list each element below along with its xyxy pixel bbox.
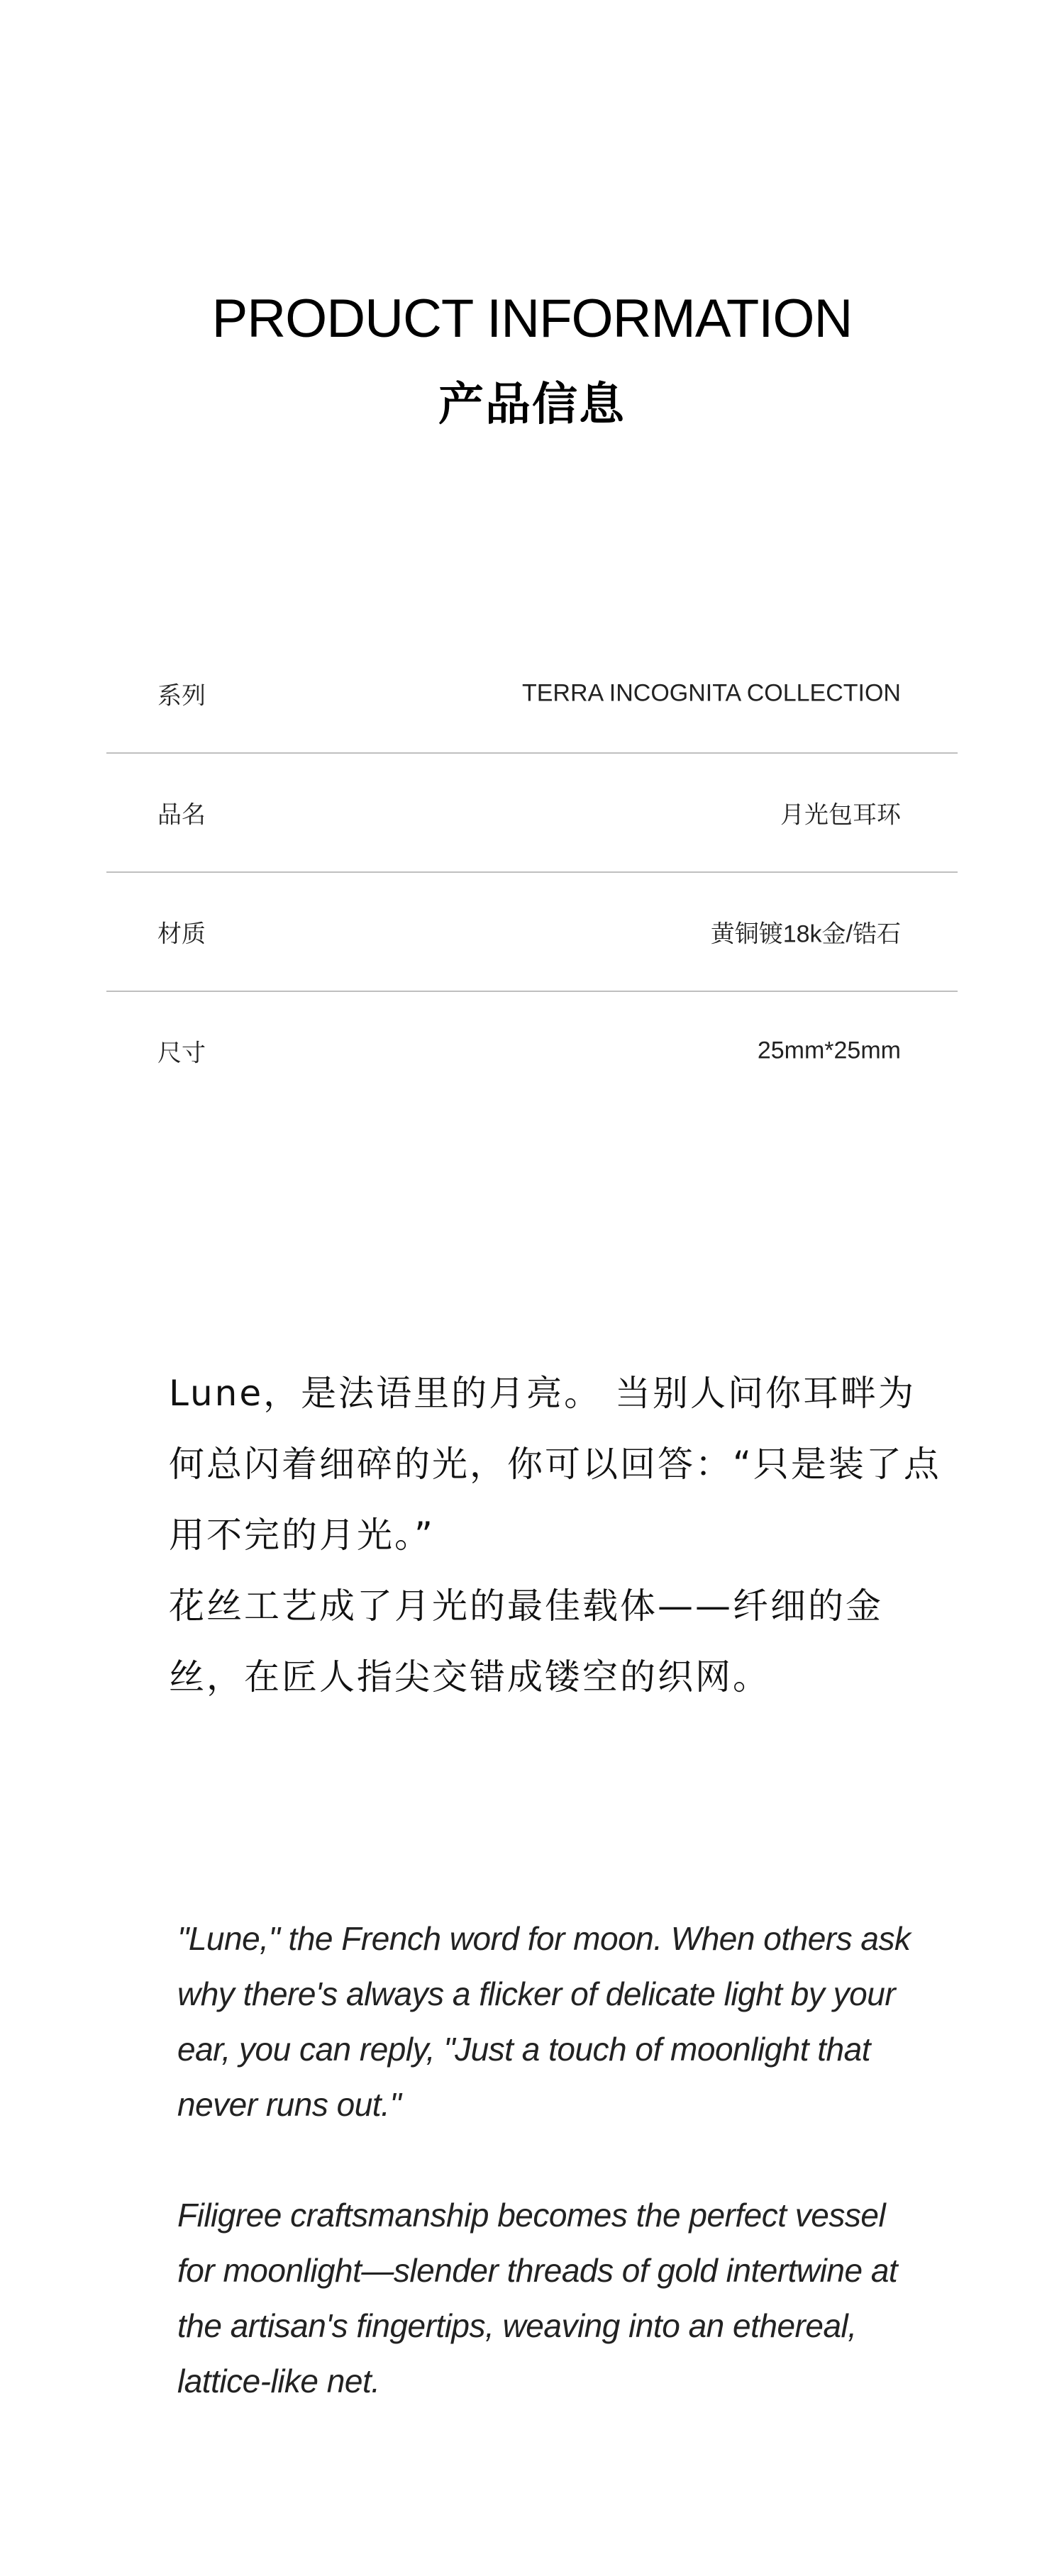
spec-value: 黄铜镀18k金/锆石 — [710, 920, 901, 948]
description-en-paragraph: "Lune," the French word for moon. When others ask why there's always a flicker of delicate light by your ear, you can reply, "Just a touch of moonlight that never runs out." — [177, 1920, 911, 2123]
spec-label: 品名 — [157, 801, 206, 829]
description-cn — [169, 1358, 949, 1712]
product-spec-table — [106, 635, 958, 1110]
description-cn-paragraph: Lune，是法语里的月亮。 当别人问你耳畔为何总闪着细碎的光，你可以回答：“只是装了点用不完的月光。” — [169, 1373, 941, 1556]
spec-row-product-name — [106, 754, 958, 871]
spec-label: 系列 — [157, 682, 206, 710]
spec-value: 25mm*25mm — [757, 1037, 901, 1064]
description-en — [177, 1911, 929, 2409]
description-cn-paragraph: 花丝工艺成了月光的最佳载体——纤细的金丝，在匠人指尖交错成镂空的织网。 — [169, 1585, 883, 1697]
spec-label: 材质 — [157, 920, 206, 948]
spec-row-size — [106, 992, 958, 1110]
page-title-cn: 产品信息 — [438, 379, 626, 430]
page-title-en: PRODUCT INFORMATION — [211, 289, 853, 349]
spec-value: TERRA INCOGNITA COLLECTION — [521, 679, 901, 707]
description-en-paragraph: Filigree craftsmanship becomes the perfect vessel for moonlight—slender threads of gold intertwine at the artisan's fingertips, weaving into an ethereal, lattice-like net. — [177, 2197, 898, 2399]
spec-row-material — [106, 873, 958, 991]
spec-row-series — [106, 635, 958, 752]
spec-value: 月光包耳环 — [780, 801, 901, 829]
spec-label: 尺寸 — [157, 1039, 206, 1067]
